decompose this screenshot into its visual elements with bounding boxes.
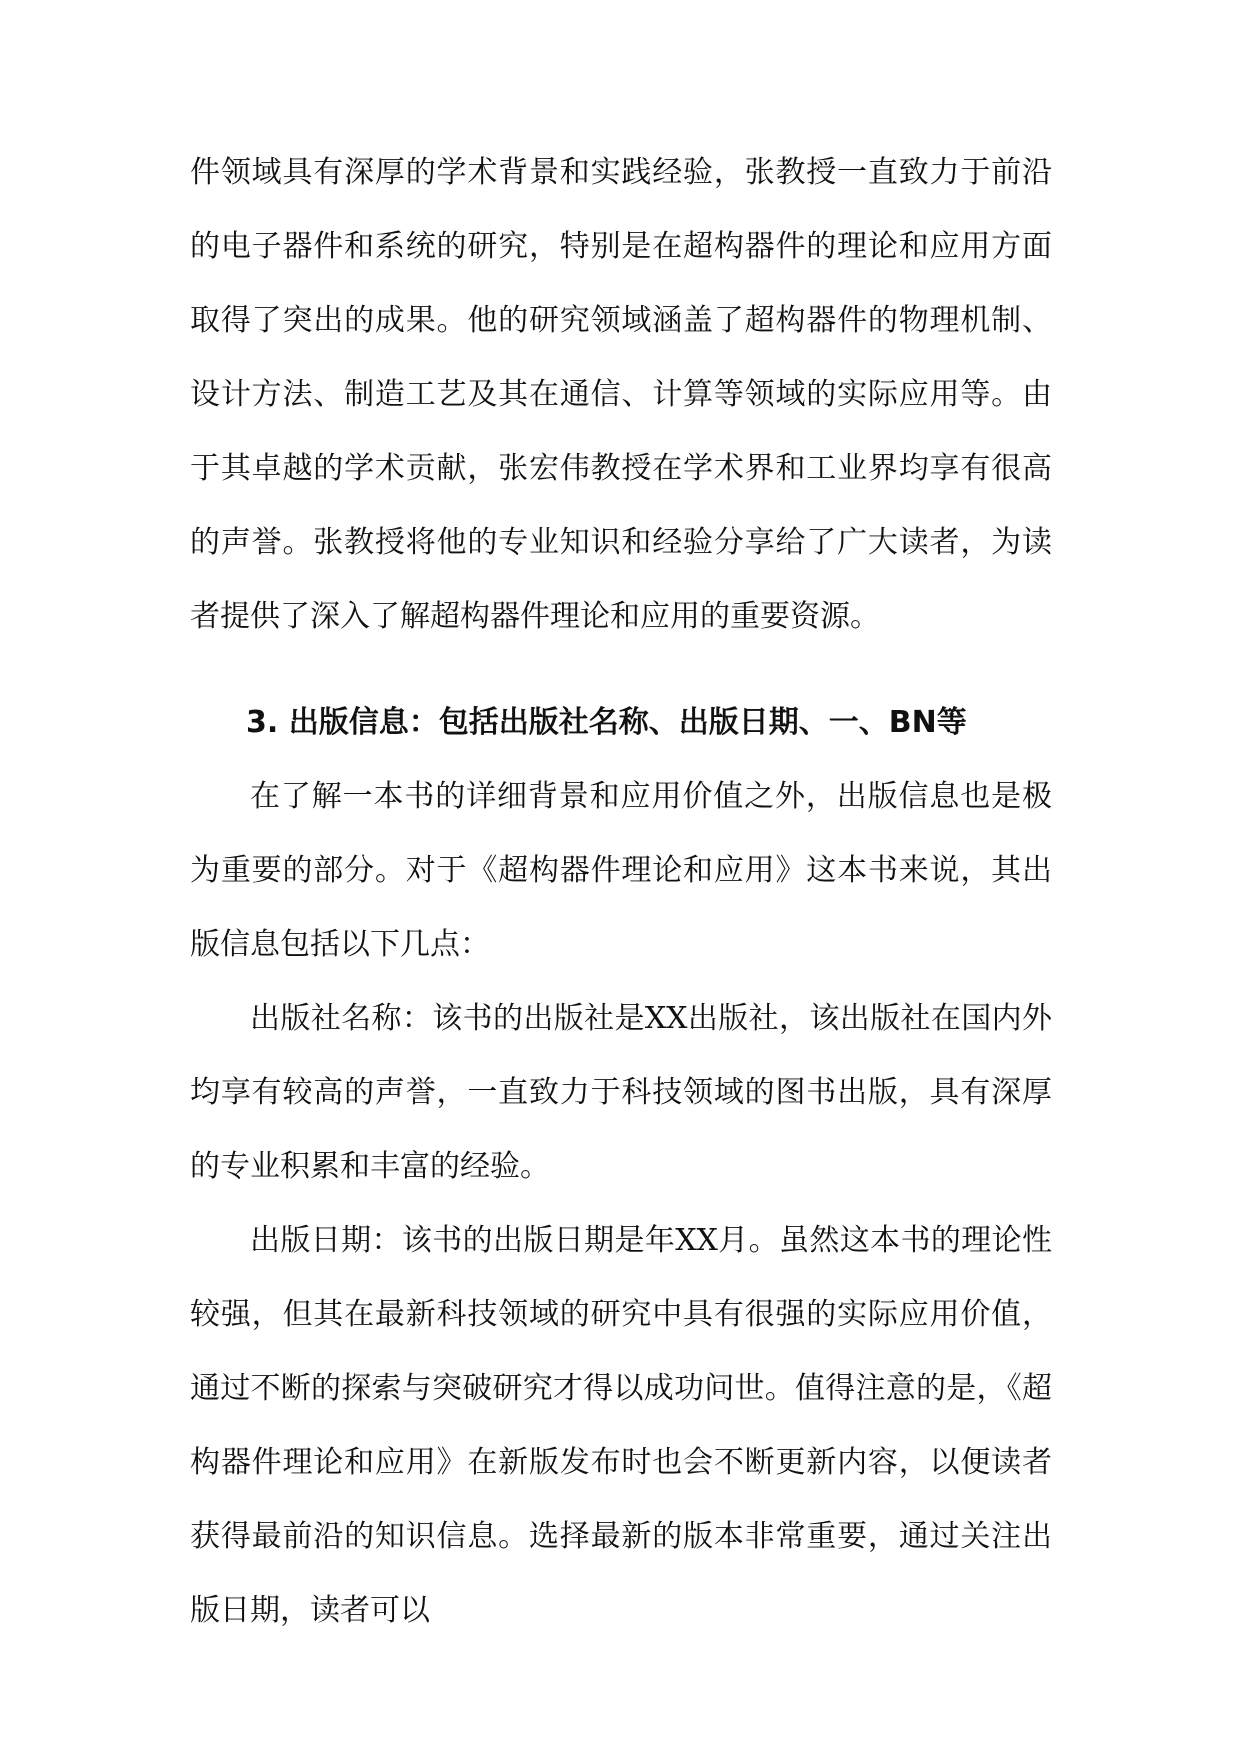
paragraph-publisher-name: 出版社名称：该书的出版社是XX出版社，该出版社在国内外均享有较高的声誉，一直致力于科技领域的图书出版，具有深厚的专业积累和丰富的经验。 bbox=[190, 1001, 1052, 1184]
document-body bbox=[190, 136, 1052, 1648]
paragraph-author-background: 件领域具有深厚的学术背景和实践经验，张教授一直致力于前沿的电子器件和系统的研究，特别是在超构器件的理论和应用方面取得了突出的成果。他的研究领域涵盖了超构器件的物理机制、设计方法、制造工艺及其在通信、计算等领域的实际应用等。由于其卓越的学术贡献，张宏伟教授在学术界和工业界均享有很高的声誉。张教授将他的专业知识和经验分享给了广大读者，为读者提供了深入了解超构器件理论和应用的重要资源。 bbox=[190, 155, 1052, 634]
paragraph-publication-date: 出版日期：该书的出版日期是年XX月。虽然这本书的理论性较强，但其在最新科技领域的研究中具有很强的实际应用价值，通过不断的探索与突破研究才得以成功问世。值得注意的是，《超构器件理论和应用》在新版发布时也会不断更新内容，以便读者获得最前沿的知识信息。选择最新的版本非常重要，通过关注出版日期，读者可以 bbox=[190, 1223, 1052, 1628]
section-heading-publication-info: 3. 出版信息：包括出版社名称、出版日期、一、BN等 bbox=[246, 705, 967, 740]
paragraph-publication-intro: 在了解一本书的详细背景和应用价值之外，出版信息也是极为重要的部分。对于《超构器件理论和应用》这本书来说，其出版信息包括以下几点： bbox=[190, 779, 1052, 962]
